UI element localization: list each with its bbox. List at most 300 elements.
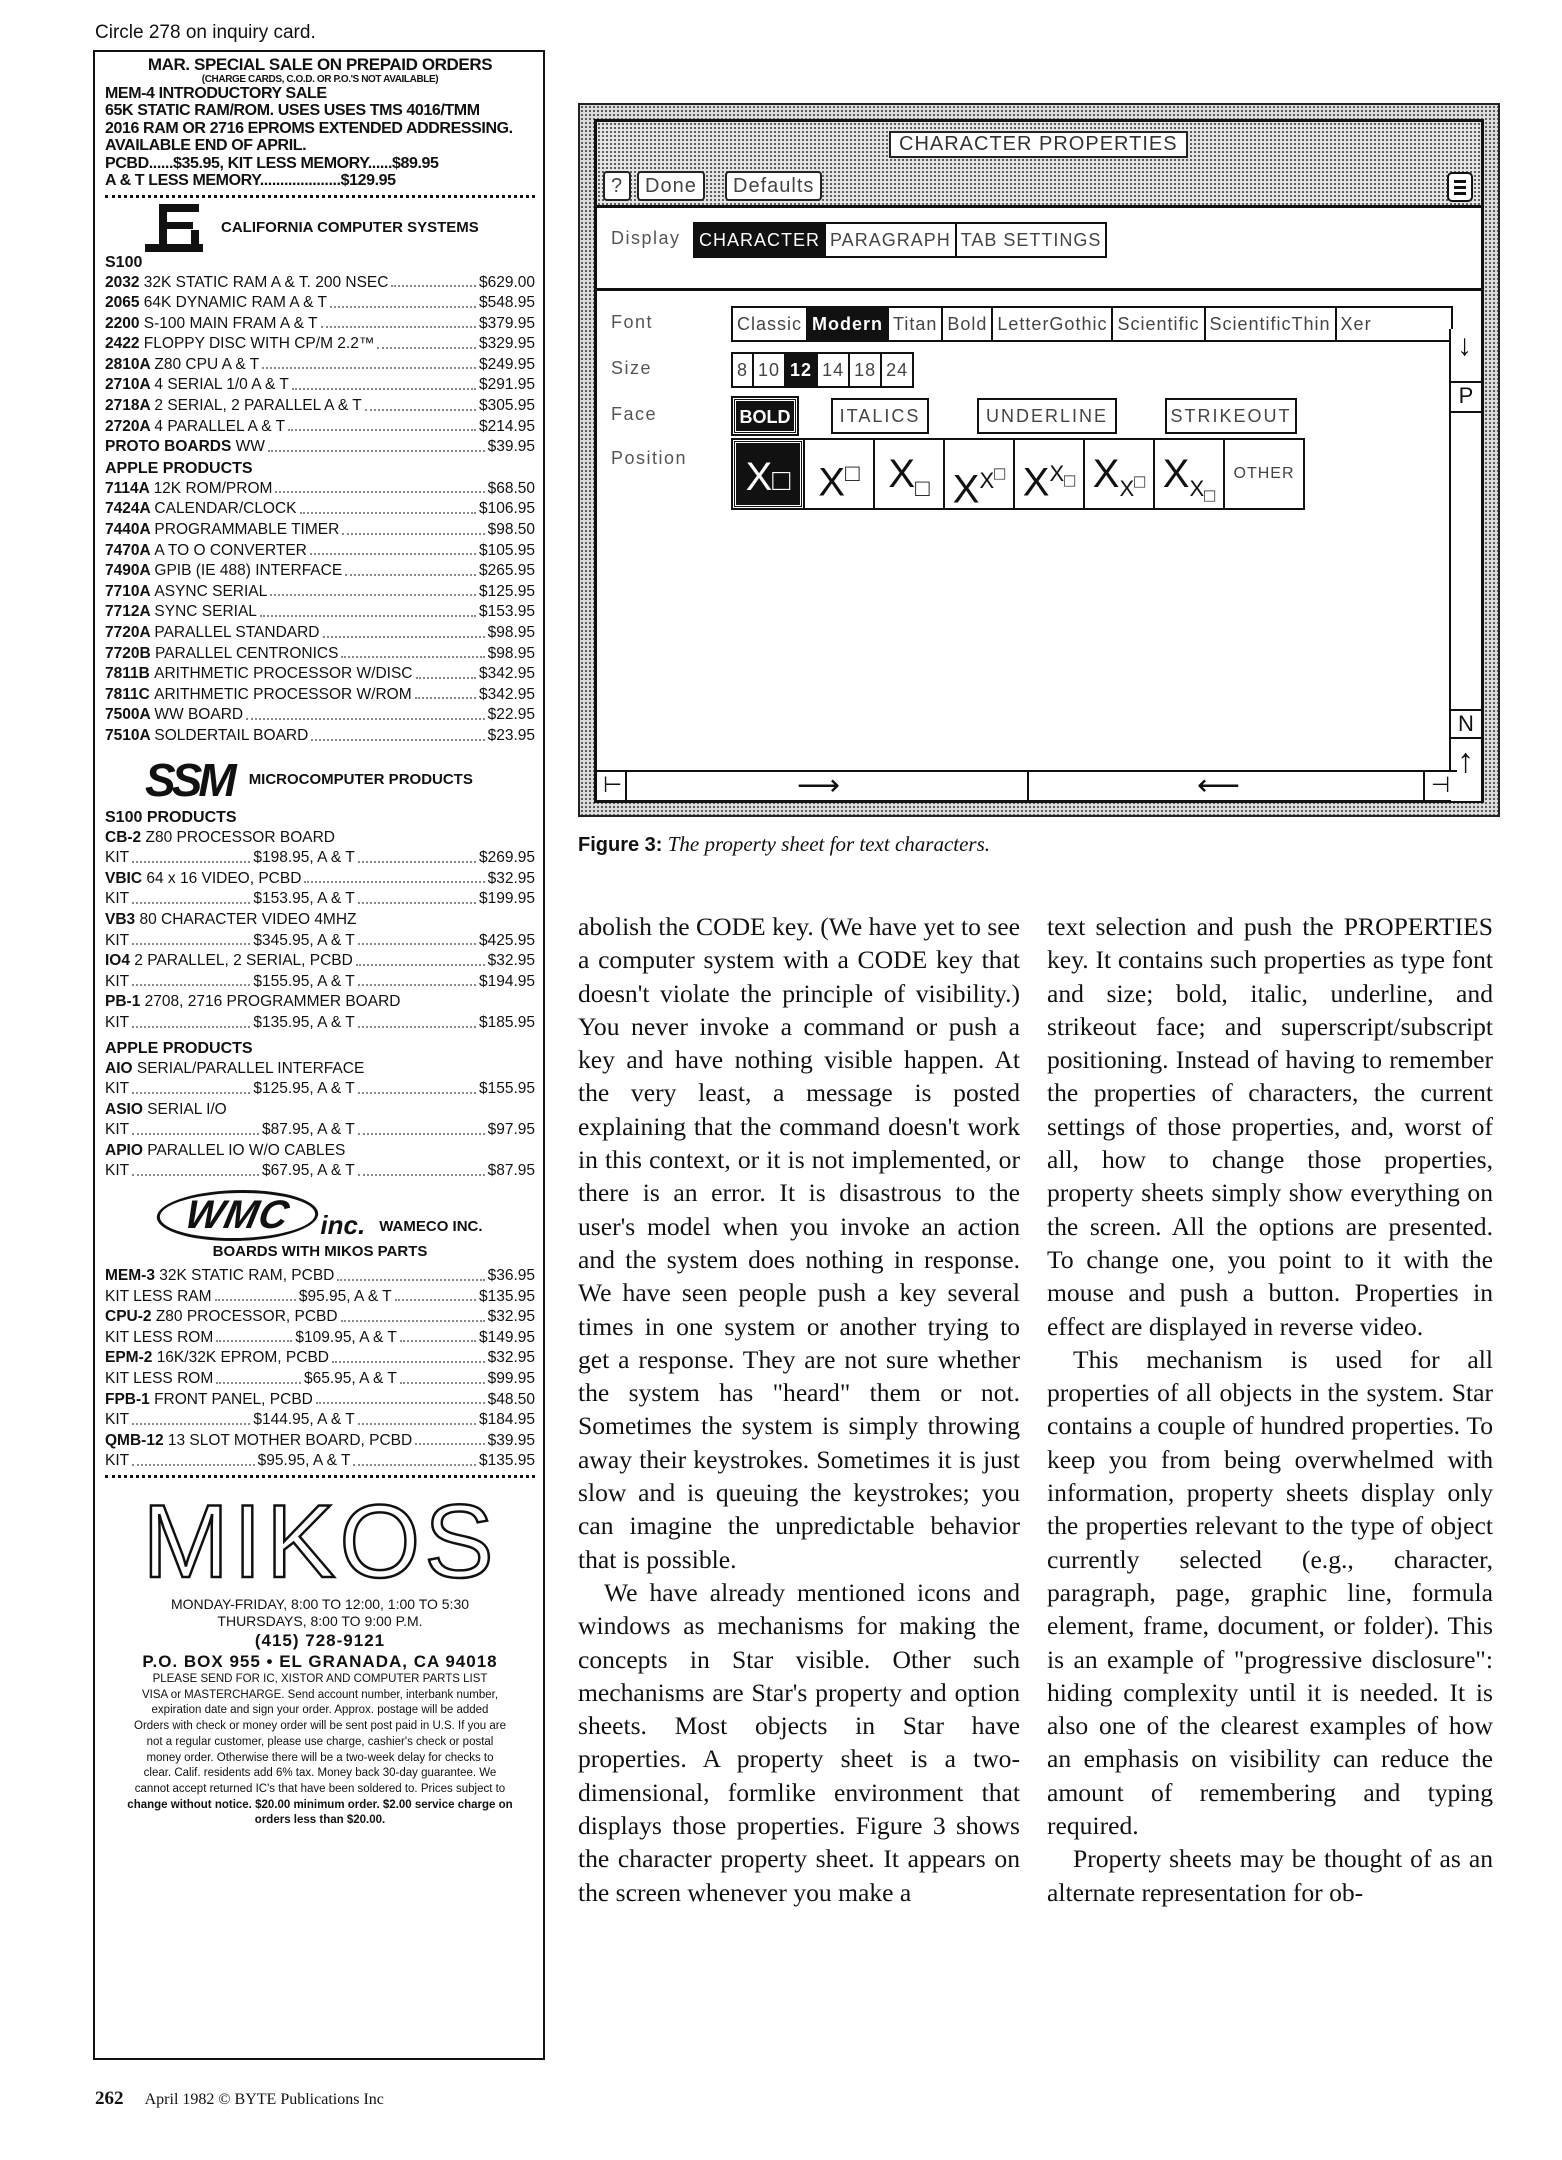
leader-dots <box>132 848 250 863</box>
item-desc: PROTO BOARDS WW <box>105 438 265 456</box>
kit-label: KIT <box>105 931 130 949</box>
wmc-subtitle: BOARDS WITH MIKOS PARTS <box>212 1243 428 1261</box>
scroll-right-arrow-icon[interactable]: ⟶ <box>797 769 841 802</box>
at-price: $155.95 <box>478 1080 536 1098</box>
kit-label: KIT <box>105 890 130 908</box>
leader-dots <box>216 1328 292 1343</box>
item-desc: 7510A SOLDERTAIL BOARD <box>105 726 309 744</box>
at-price: $99.95 <box>487 1370 535 1388</box>
item-code: CPU-2 <box>105 1308 156 1326</box>
item-desc: QMB-12 13 SLOT MOTHER BOARD, PCBD <box>105 1431 413 1449</box>
fine-print: cannot accept returned IC's that have been soldered to. Prices subject to <box>134 1782 506 1795</box>
paragraph: Property sheets may be thought of as an alternate representation for ob- <box>1047 1844 1493 1907</box>
fine-print: expiration date and sign your order. Approx. postage will be added <box>151 1704 489 1717</box>
kit-row <box>105 1328 535 1349</box>
pcbd-price: $32.95 <box>487 1349 535 1367</box>
item-desc: 7114A 12K ROM/PROM <box>105 479 273 497</box>
window-menu-icon[interactable] <box>1447 172 1473 202</box>
leader-dots <box>275 479 484 494</box>
item-price: $265.95 <box>478 562 535 580</box>
item-code: 2032 <box>105 273 144 291</box>
leader-dots <box>132 931 250 946</box>
item-desc: 7720B PARALLEL CENTRONICS <box>105 644 339 662</box>
leader-dots <box>132 1079 250 1094</box>
leader-dots <box>358 848 476 863</box>
item-price: $214.95 <box>478 417 535 435</box>
pcbd-price: $36.95 <box>487 1267 535 1285</box>
product-heading <box>105 1431 535 1452</box>
article-column-1 <box>578 910 1020 1909</box>
leader-dots <box>358 1013 476 1028</box>
caption-text: The property sheet for text characters. <box>667 832 991 856</box>
item-price: $98.95 <box>487 624 535 641</box>
kit-price: $65.95, A & T <box>304 1370 397 1388</box>
scroll-right-end-icon[interactable]: ⊣ <box>1431 772 1451 797</box>
at-price: $97.95 <box>487 1121 535 1139</box>
position-super-super[interactable]: $X^{X^□}$ <box>943 440 1013 508</box>
sale-body <box>105 85 535 190</box>
section-divider <box>597 288 1481 291</box>
kit-label: KIT <box>105 1452 130 1470</box>
size-10[interactable]: 10 <box>752 354 784 386</box>
item-price: $22.95 <box>487 706 535 724</box>
item-price: $291.95 <box>478 376 535 394</box>
font-scientific[interactable]: Scientific <box>1111 308 1203 340</box>
at-price: $194.95 <box>478 972 536 990</box>
ccs-name: CALIFORNIA COMPUTER SYSTEMS <box>221 219 479 236</box>
price-row <box>105 664 535 685</box>
scroll-next-marker[interactable]: N <box>1451 709 1481 739</box>
tab-tab-settings[interactable]: TAB SETTINGS <box>955 224 1106 256</box>
item-code: 7114A <box>105 479 154 497</box>
price-row <box>105 396 535 417</box>
dotted-divider <box>105 192 535 198</box>
at-price: $199.95 <box>478 890 536 908</box>
kit-price: $95.95, A & T <box>298 1287 392 1305</box>
item-desc: 2720A 4 PARALLEL A & T <box>105 417 286 435</box>
kit-row <box>105 1120 535 1141</box>
kit-label: KIT LESS ROM <box>105 1328 214 1346</box>
product-heading <box>105 1059 535 1080</box>
leader-dots <box>246 705 484 720</box>
sale-header <box>105 56 535 85</box>
item-code: 7440A <box>105 521 155 539</box>
item-code: 2065 <box>105 294 144 312</box>
item-desc: 7811B ARITHMETIC PROCESSOR W/DISC <box>105 665 413 683</box>
item-desc: PB-1 2708, 2716 PROGRAMMER BOARD <box>105 993 401 1011</box>
font-titan[interactable]: Titan <box>887 308 941 340</box>
face-bold[interactable]: BOLD <box>733 398 797 434</box>
article-column-2 <box>1047 910 1493 1909</box>
price-row <box>105 582 535 603</box>
product-heading <box>105 869 535 890</box>
leader-dots <box>358 931 476 946</box>
item-code: CB-2 <box>105 828 146 846</box>
item-price: $153.95 <box>478 603 535 621</box>
pcbd-price: $39.95 <box>487 1431 535 1449</box>
font-xerox[interactable]: Xer <box>1335 308 1376 340</box>
price-row <box>105 314 535 335</box>
item-desc: FPB-1 FRONT PANEL, PCBD <box>105 1390 313 1408</box>
price-row <box>105 602 535 623</box>
ssm-product-list <box>105 828 535 1034</box>
item-code: 7720A <box>105 624 155 641</box>
leader-dots <box>216 1369 301 1384</box>
item-code: MEM-3 <box>105 1267 160 1285</box>
product-heading <box>105 1100 535 1121</box>
price-row <box>105 355 535 376</box>
page-number: 262 <box>95 2088 124 2109</box>
price-row <box>105 685 535 706</box>
item-desc: EPM-2 16K/32K EPROM, PCBD <box>105 1349 329 1367</box>
product-heading <box>105 1390 535 1411</box>
ssm-apple-list <box>105 1059 535 1183</box>
item-code: 7470A <box>105 541 155 559</box>
leader-dots <box>353 1451 476 1466</box>
price-row <box>105 623 535 644</box>
ccs-logo-icon <box>145 204 203 252</box>
position-superscript[interactable]: X□ <box>803 440 873 508</box>
item-desc: 7811C ARITHMETIC PROCESSOR W/ROM <box>105 685 412 703</box>
item-desc: 2718A 2 SERIAL, 2 PARALLEL A & T <box>105 397 362 415</box>
leader-dots <box>262 355 476 370</box>
item-code: PROTO BOARDS <box>105 438 236 456</box>
item-desc: 2200 S-100 MAIN FRAM A & T <box>105 314 318 332</box>
item-desc: VB3 80 CHARACTER VIDEO 4MHZ <box>105 910 357 928</box>
tab-character[interactable]: CHARACTER <box>695 224 824 256</box>
item-price: $125.95 <box>478 582 535 600</box>
leader-dots <box>400 1369 485 1384</box>
item-price: $68.50 <box>487 479 535 497</box>
at-price: $135.95 <box>478 1287 536 1305</box>
pcbd-price: $48.50 <box>487 1390 535 1408</box>
font-bold[interactable]: Bold <box>941 308 991 340</box>
ccs-apple-list <box>105 479 535 747</box>
product-heading <box>105 1348 535 1369</box>
sale-line: PCBD......$35.95, KIT LESS MEMORY......$89.95 <box>105 154 439 172</box>
ccs-apple-heading: APPLE PRODUCTS <box>105 459 253 477</box>
item-code: 2718A <box>105 397 155 415</box>
scroll-left-arrow-icon[interactable]: ⟵ <box>1197 769 1241 802</box>
size-label: Size <box>611 358 653 378</box>
leader-dots <box>345 561 476 576</box>
product-heading <box>105 1266 535 1287</box>
position-normal[interactable]: X□ <box>733 440 803 508</box>
kit-price: $67.95, A & T <box>261 1162 355 1180</box>
item-code: APIO <box>105 1141 148 1159</box>
sale-line: 65K STATIC RAM/ROM. USES USES TMS 4016/TMM <box>105 102 480 119</box>
leader-dots <box>395 1287 476 1302</box>
scroll-up-arrow-icon[interactable]: ↑ <box>1457 742 1474 780</box>
item-code: 7500A <box>105 706 155 724</box>
price-row <box>105 479 535 500</box>
product-heading <box>105 1307 535 1328</box>
paragraph: This mechanism is used for all properties of all objects in the system. Star contains a couple of hundred properties. To keep you from being overwhelmed with information, property sheets display only the properties relevant to the type of object currently selected (e.g., character, paragraph, page, graphic line, formula element, frame, document, or folder). This is an example of "progressive disclosure": hiding complexity until it is needed. It is also one of the clearest examples of how an emphasis on visibility can reduce the amount of remembering and typing required. <box>1047 1344 1493 1841</box>
done-button[interactable]: Done <box>637 171 705 201</box>
face-strikeout[interactable]: STRIKEOUT <box>1165 398 1297 434</box>
star-screen <box>578 103 1500 817</box>
item-price: $548.95 <box>478 294 535 312</box>
item-code: FPB-1 <box>105 1390 155 1408</box>
item-price: $629.00 <box>478 273 535 291</box>
position-other[interactable]: OTHER <box>1223 440 1303 508</box>
leader-dots <box>358 972 476 987</box>
item-code: ASIO <box>105 1100 148 1118</box>
face-underline[interactable]: UNDERLINE <box>977 398 1117 434</box>
product-heading <box>105 992 535 1013</box>
item-price: $379.95 <box>478 314 535 332</box>
leader-dots <box>321 314 476 329</box>
price-row <box>105 520 535 541</box>
vertical-scrollbar[interactable] <box>1449 329 1481 801</box>
wmc-inc: inc. <box>320 1210 366 1241</box>
kit-row <box>105 889 535 910</box>
kit-row <box>105 972 535 993</box>
hours-line: THURSDAYS, 8:00 TO 9:00 P.M. <box>217 1613 423 1629</box>
price-row <box>105 273 535 294</box>
font-options <box>731 306 1453 342</box>
property-sheet-window <box>594 119 1484 803</box>
product-heading <box>105 910 535 931</box>
fine-print: clear. Calif. residents add 6% tax. Money back 30-day guarantee. We <box>143 1767 497 1780</box>
price-row <box>105 541 535 562</box>
leader-dots <box>337 1266 484 1281</box>
leader-dots <box>332 1348 485 1363</box>
item-desc: 2422 FLOPPY DISC WITH CP/M 2.2™ <box>105 335 375 353</box>
position-sub-super[interactable]: $X_{X^□}$ <box>1083 440 1153 508</box>
item-desc: MEM-3 32K STATIC RAM, PCBD <box>105 1267 335 1285</box>
item-desc: 2065 64K DYNAMIC RAM A & T <box>105 294 327 312</box>
leader-dots <box>132 1410 250 1425</box>
leader-dots <box>316 1390 485 1405</box>
ssm-apple-heading: APPLE PRODUCTS <box>105 1039 253 1057</box>
page-footer <box>95 2088 384 2110</box>
font-modern[interactable]: Modern <box>806 308 887 340</box>
item-price: $106.95 <box>478 500 535 518</box>
leader-dots <box>358 889 476 904</box>
font-label: Font <box>611 312 654 332</box>
ssm-s100-heading: S100 PRODUCTS <box>105 808 237 826</box>
paragraph: abolish the CODE key. (We have yet to see a computer system with a CODE key that doesn't violate the principle of visibility.) You never invoke a command or push a key and have nothing visible happen. At the very least, a message is posted explaining that the command doesn't work in this context, or it is not implemented, or there is an error. It is disastrous to the user's model when you invoke an action and the system does nothing in response. We have seen people push a key several times in one system or another trying to get a response. They are not sure whether the system has "heard" them or not. Sometimes the system is simply throwing away their keystrokes. Sometimes it is just slow and is queuing the keystrokes; you can imagine the unpredictable behavior that is possible. <box>578 912 1020 1574</box>
caption-label: Figure 3: <box>578 834 663 856</box>
price-row <box>105 726 535 747</box>
price-row <box>105 561 535 582</box>
ccs-s100-heading: S100 <box>105 253 143 271</box>
help-button[interactable]: ? <box>603 171 631 201</box>
leader-dots <box>260 602 476 617</box>
item-code: 7710A <box>105 582 155 600</box>
position-label: Position <box>611 448 688 468</box>
kit-row <box>105 1369 535 1390</box>
wmc-product-list <box>105 1266 535 1472</box>
kit-label: KIT <box>105 1080 130 1098</box>
leader-dots <box>358 1410 476 1425</box>
position-super-sub[interactable]: $X^{X_□}$ <box>1013 440 1083 508</box>
item-code: 2720A <box>105 417 155 435</box>
leader-dots <box>356 951 485 966</box>
tab-paragraph[interactable]: PARAGRAPH <box>824 224 955 256</box>
defaults-button[interactable]: Defaults <box>725 171 822 201</box>
item-price: $105.95 <box>478 541 535 559</box>
fine-print: PLEASE SEND FOR IC, XISTOR AND COMPUTER PARTS LIST <box>152 1673 488 1685</box>
horizontal-scrollbar[interactable] <box>597 770 1457 800</box>
item-code: 7712A <box>105 603 155 621</box>
leader-dots <box>132 972 250 987</box>
leader-dots <box>330 293 476 308</box>
position-subscript[interactable]: $X_□$ <box>873 440 943 508</box>
sale-subtitle: (CHARGE CARDS, C.O.D. OR P.O.'S NOT AVAILABLE) <box>201 73 439 85</box>
at-price: $149.95 <box>478 1328 536 1346</box>
font-lettergothic[interactable]: LetterGothic <box>991 308 1111 340</box>
item-code: 2200 <box>105 314 144 332</box>
display-tabs <box>693 222 1107 258</box>
ccs-vendor-header <box>105 204 535 252</box>
leader-dots <box>310 541 476 556</box>
face-italics[interactable]: ITALICS <box>831 398 929 434</box>
price-row <box>105 375 535 396</box>
size-8[interactable]: 8 <box>733 354 752 386</box>
price-row <box>105 437 535 458</box>
item-code: 7811C <box>105 685 155 703</box>
ssm-name: MICROCOMPUTER PRODUCTS <box>248 771 473 789</box>
fine-print: change without notice. $20.00 minimum order. $2.00 service charge on <box>127 1798 513 1811</box>
item-price: $39.95 <box>487 438 535 456</box>
item-price: $98.50 <box>487 521 535 539</box>
item-price: $98.95 <box>487 644 535 662</box>
face-label: Face <box>611 404 658 424</box>
item-price: $342.95 <box>478 685 535 703</box>
price-row <box>105 644 535 665</box>
leader-dots <box>268 437 485 452</box>
size-24[interactable]: 24 <box>880 354 912 386</box>
size-14[interactable]: 14 <box>816 354 848 386</box>
leader-dots <box>292 375 476 390</box>
kit-row <box>105 848 535 869</box>
kit-price: $153.95, A & T <box>253 890 355 908</box>
kit-price: $345.95, A & T <box>253 931 355 949</box>
leader-dots <box>415 685 476 700</box>
leader-dots <box>132 889 250 904</box>
item-desc: 7440A PROGRAMMABLE TIMER <box>105 521 340 539</box>
item-desc: 7500A WW BOARD <box>105 706 244 724</box>
leader-dots <box>342 520 484 535</box>
price-row <box>105 334 535 355</box>
item-desc: VBIC 64 x 16 VIDEO, PCBD <box>105 869 302 887</box>
fine-print: VISA or MASTERCHARGE. Send account number, interbank number, <box>141 1688 499 1701</box>
position-sub-sub[interactable]: $X_{X_□}$ <box>1153 440 1223 508</box>
pcbd-price: $32.95 <box>487 1308 535 1326</box>
leader-dots <box>400 1328 476 1343</box>
leader-dots <box>132 1013 250 1028</box>
price-row <box>105 705 535 726</box>
item-code: QMB-12 <box>105 1431 168 1449</box>
item-desc: CPU-2 Z80 PROCESSOR, PCBD <box>105 1308 338 1326</box>
font-scientificthin[interactable]: ScientificThin <box>1204 308 1335 340</box>
pcbd-price: $32.95 <box>487 869 535 887</box>
at-price: $425.95 <box>478 931 536 949</box>
sale-title: MAR. SPECIAL SALE ON PREPAID ORDERS <box>147 55 493 74</box>
size-12[interactable]: 12 <box>784 354 816 386</box>
wmc-name: WAMECO INC. <box>379 1218 483 1236</box>
item-code: 2422 <box>105 335 144 353</box>
sale-line: A & T LESS MEMORY....................$129.95 <box>105 172 396 189</box>
item-code: 2710A <box>105 376 155 394</box>
scroll-left-end-icon[interactable]: ⊢ <box>603 772 623 797</box>
item-code: VB3 <box>105 910 140 928</box>
sale-line: 2016 RAM OR 2716 EPROMS EXTENDED ADDRESSING. <box>105 119 513 137</box>
leader-dots <box>270 582 476 597</box>
mikos-logo: MIKOS <box>142 1484 498 1600</box>
kit-label: KIT <box>105 972 130 990</box>
item-desc: 7710A ASYNC SERIAL <box>105 582 268 600</box>
kit-label: KIT <box>105 1162 130 1180</box>
leader-dots <box>132 1161 259 1176</box>
wmc-logo: WMC <box>152 1190 324 1241</box>
leader-dots <box>288 417 476 432</box>
size-18[interactable]: 18 <box>848 354 880 386</box>
font-classic[interactable]: Classic <box>733 308 806 340</box>
product-heading <box>105 1141 535 1162</box>
item-price: $23.95 <box>487 726 535 744</box>
at-price: $184.95 <box>478 1411 536 1429</box>
kit-label: KIT <box>105 849 130 867</box>
item-code: EPM-2 <box>105 1349 157 1367</box>
item-code: 7490A <box>105 562 155 580</box>
price-row <box>105 499 535 520</box>
kit-row <box>105 1287 535 1308</box>
mailing-address: P.O. BOX 955 • EL GRANADA, CA 94018 <box>142 1652 498 1671</box>
kit-label: KIT LESS RAM <box>105 1287 212 1305</box>
item-code: PB-1 <box>105 993 145 1011</box>
item-desc: 7424A CALENDAR/CLOCK <box>105 500 297 518</box>
item-desc: AIO SERIAL/PARALLEL INTERFACE <box>105 1059 365 1077</box>
window-header <box>597 122 1481 208</box>
kit-label: KIT <box>105 1013 130 1031</box>
at-price: $269.95 <box>478 849 536 867</box>
item-price: $329.95 <box>478 335 535 353</box>
kit-price: $198.95, A & T <box>253 849 355 867</box>
leader-dots <box>311 726 484 741</box>
sale-line: MEM-4 INTRODUCTORY SALE <box>105 84 327 102</box>
kit-price: $155.95, A & T <box>253 972 355 990</box>
kit-price: $144.95, A & T <box>253 1411 355 1429</box>
leader-dots <box>215 1287 296 1302</box>
at-price: $135.95 <box>478 1452 536 1470</box>
pcbd-price: $32.95 <box>487 952 535 970</box>
scroll-down-arrow-icon[interactable]: ↓ <box>1457 329 1472 362</box>
leader-dots <box>132 1451 255 1466</box>
leader-dots <box>300 499 476 514</box>
dotted-divider <box>105 1472 535 1478</box>
item-code: AIO <box>105 1059 137 1077</box>
item-price: $305.95 <box>478 397 535 415</box>
ssm-vendor-header <box>105 753 535 807</box>
leader-dots <box>132 1120 259 1135</box>
item-code: 7510A <box>105 726 155 744</box>
scroll-page-marker[interactable]: P <box>1451 381 1481 409</box>
leader-dots <box>341 644 484 659</box>
leader-dots <box>304 869 484 884</box>
leader-dots <box>358 1120 485 1135</box>
kit-row <box>105 1013 535 1034</box>
fine-print: Orders with check or money order will be sent post paid in U.S. If you are <box>134 1720 506 1733</box>
inquiry-note: Circle 278 on inquiry card. <box>95 22 316 43</box>
leader-dots <box>391 273 476 288</box>
kit-row <box>105 1161 535 1182</box>
at-price: $185.95 <box>478 1013 536 1031</box>
item-code: 7720B <box>105 644 155 662</box>
kit-price: $135.95, A & T <box>253 1013 355 1031</box>
